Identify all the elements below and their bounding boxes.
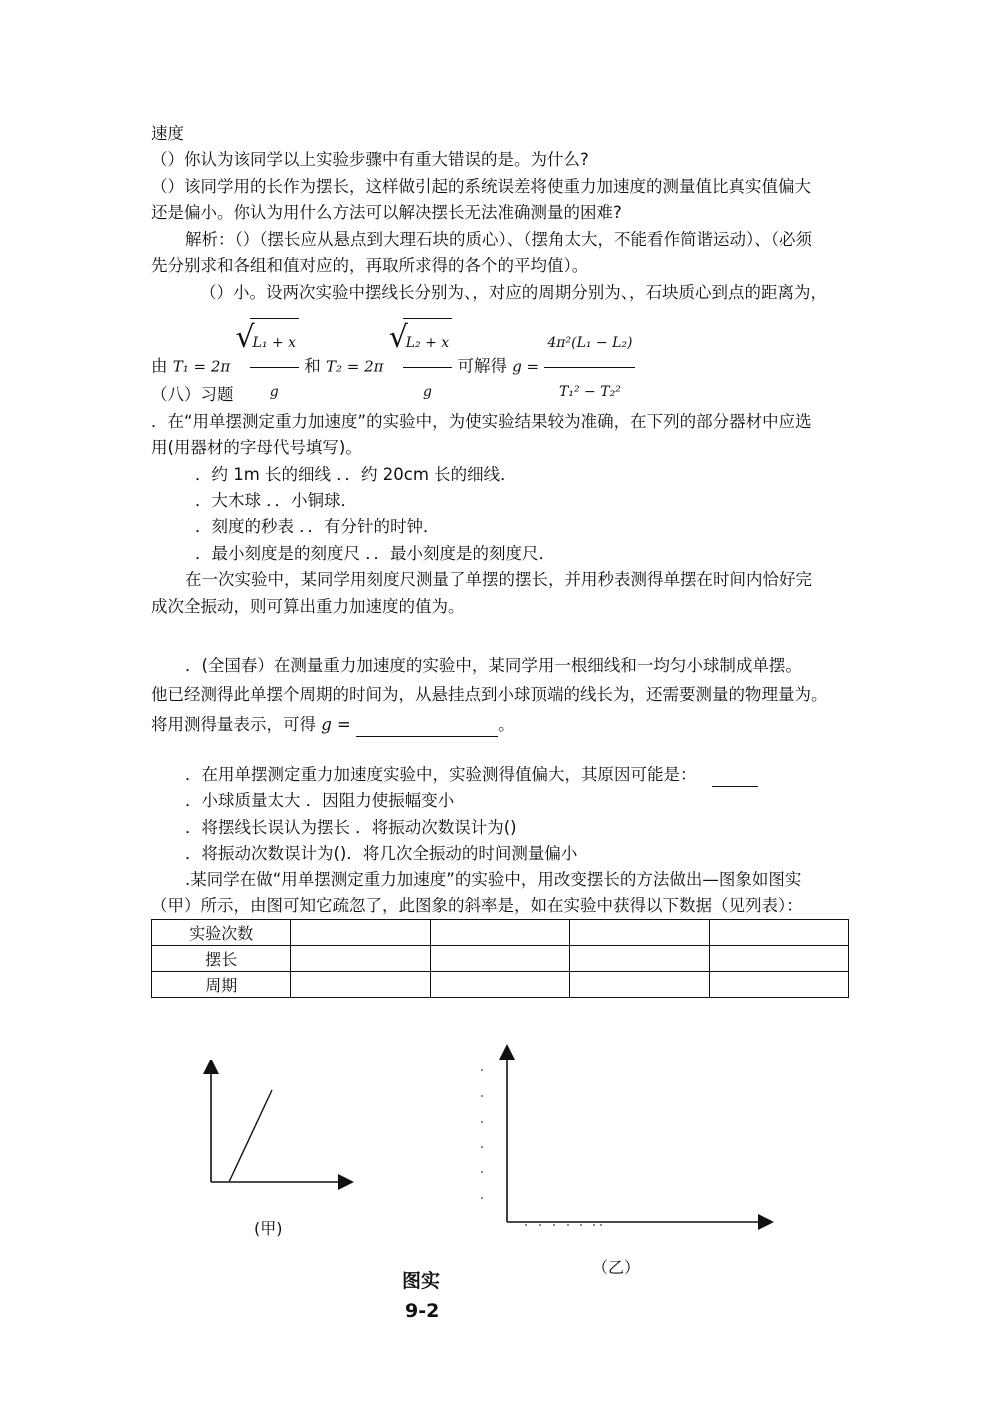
- table-cell: [430, 920, 569, 946]
- figure-yi-graph: [474, 1044, 774, 1234]
- option-line: ．小球质量太大 ．因阻力使振幅变小: [185, 791, 455, 810]
- question-line: （）你认为该同学以上实验步骤中有重大错误的是。为什么?: [151, 150, 589, 169]
- table-row: [152, 946, 849, 972]
- figure-jia-caption: (甲): [254, 1219, 283, 1238]
- exercise-line: 他已经测得此单摆个周期的时间为，从悬挂点到小球顶端的线长为，还需要测量的物理量为。: [151, 685, 828, 704]
- option-line: ．将摆线长误认为摆长 ．将振动次数误计为(): [185, 818, 517, 837]
- section-heading: （八）习题: [151, 385, 234, 404]
- exercise-line: 将用测得量表示，可得 g = 。: [151, 714, 515, 737]
- answer-blank: [712, 764, 758, 787]
- question-line: 还是偏小。你认为用什么方法可以解决摆长无法准确测量的困难?: [151, 203, 622, 222]
- exercise-line: .某同学在做“用单摆测定重力加速度”的实验中，用改变摆长的方法做出—图象如图实: [185, 870, 802, 889]
- table-cell: [570, 920, 709, 946]
- formula-g: g =: [512, 357, 540, 376]
- answer-line: （）小。设两次实验中摆线长分别为、，对应的周期分别为、，石块质心到点的距离为，: [200, 283, 827, 302]
- sqrt-t2: √ $\frac{\text{L₂ + x}}{g}$: [389, 318, 452, 416]
- option-line: ．约 1m 长的细线 ．．约 20cm 长的细线．: [195, 465, 517, 484]
- formula-solve: 可解得: [457, 356, 507, 376]
- answer-line: 解析：（）（摆长应从悬点到大理石块的质心）、（摆角太大，不能看作简谐运动）、（必须: [185, 230, 812, 249]
- figure-jia-graph: [200, 1060, 360, 1190]
- g-fraction: [544, 319, 635, 416]
- table-cell: [291, 946, 430, 972]
- figure-title: 图实: [402, 1270, 441, 1292]
- data-table: [151, 919, 849, 998]
- table-cell: 实验次数: [152, 920, 291, 946]
- t2-numerator: L₂ + x: [403, 319, 452, 368]
- t1-denominator: g: [269, 384, 279, 400]
- figure-number: 9-2: [405, 1300, 440, 1322]
- table-cell: [291, 920, 430, 946]
- option-line: ．将振动次数误计为()．将几次全振动的时间测量偏小: [185, 844, 578, 863]
- text-line: 速度: [151, 124, 184, 143]
- g-numerator: 4π²(L₁ − L₂): [544, 319, 635, 368]
- figure-yi-caption: （乙）: [592, 1258, 641, 1277]
- answer-blank: [356, 714, 498, 737]
- exercise-line: 用(用器材的字母代号填写)。: [151, 438, 362, 457]
- formula-prefix: 由: [151, 356, 168, 376]
- table-row: [152, 920, 849, 946]
- exercise-line: （甲）所示，由图可知它疏忽了，此图象的斜率是，如在实验中获得以下数据（见列表）：: [151, 896, 803, 915]
- exercise-line: 在一次实验中，某同学用刻度尺测量了单摆的摆长，并用秒表测得单摆在时间内恰好完: [185, 570, 812, 589]
- table-cell: [430, 946, 569, 972]
- exercise-line: ．在用单摆测定重力加速度实验中，实验测得值偏大，其原因可能是：: [185, 764, 758, 787]
- answer-line: 先分别求和各组和值对应的，再取所求得的各个的平均值）。: [151, 256, 589, 275]
- table-cell: [570, 972, 709, 998]
- exercise-line: 成次全振动，则可算出重力加速度的值为。: [151, 597, 465, 616]
- table-cell: [709, 972, 848, 998]
- option-line: ．刻度的秒表 ．．有分针的时钟．: [195, 517, 440, 536]
- sqrt-t1: √ $\frac{\text{L₁ + x}}{g}$: [236, 318, 299, 416]
- table-cell: [709, 920, 848, 946]
- table-cell: [709, 946, 848, 972]
- table-cell: [570, 946, 709, 972]
- t1-numerator: L₁ + x: [250, 319, 299, 368]
- t2-denominator: g: [422, 384, 432, 400]
- y-tick-dots: [481, 1069, 483, 1199]
- table-cell: [291, 972, 430, 998]
- g-denominator: T₁² − T₂²: [559, 383, 621, 400]
- exercise-line: ．在“用单摆测定重力加速度”的实验中，为使实验结果较为准确，在下列的部分器材中应选: [151, 412, 812, 431]
- formula-t1: T₁ = 2π: [172, 357, 231, 376]
- table-cell: 摆长: [152, 946, 291, 972]
- exercise-line: ．(全国春）在测量重力加速度的实验中，某同学用一根细线和一均匀小球制成单摆。: [185, 656, 802, 675]
- table-row: [152, 972, 849, 998]
- question-line: （）该同学用的长作为摆长，这样做引起的系统误差将使重力加速度的测量值比真实值偏大: [151, 177, 811, 196]
- formula-and: 和: [304, 356, 321, 376]
- table-cell: 周期: [152, 972, 291, 998]
- formula-t2: T₂ = 2π: [325, 357, 384, 376]
- x-tick-dots: [525, 1224, 602, 1226]
- table-cell: [430, 972, 569, 998]
- option-line: ．大木球 ．．小铜球．: [195, 491, 357, 510]
- option-line: ．最小刻度是的刻度尺 ．．最小刻度是的刻度尺．: [195, 544, 555, 563]
- data-line: [229, 1090, 272, 1182]
